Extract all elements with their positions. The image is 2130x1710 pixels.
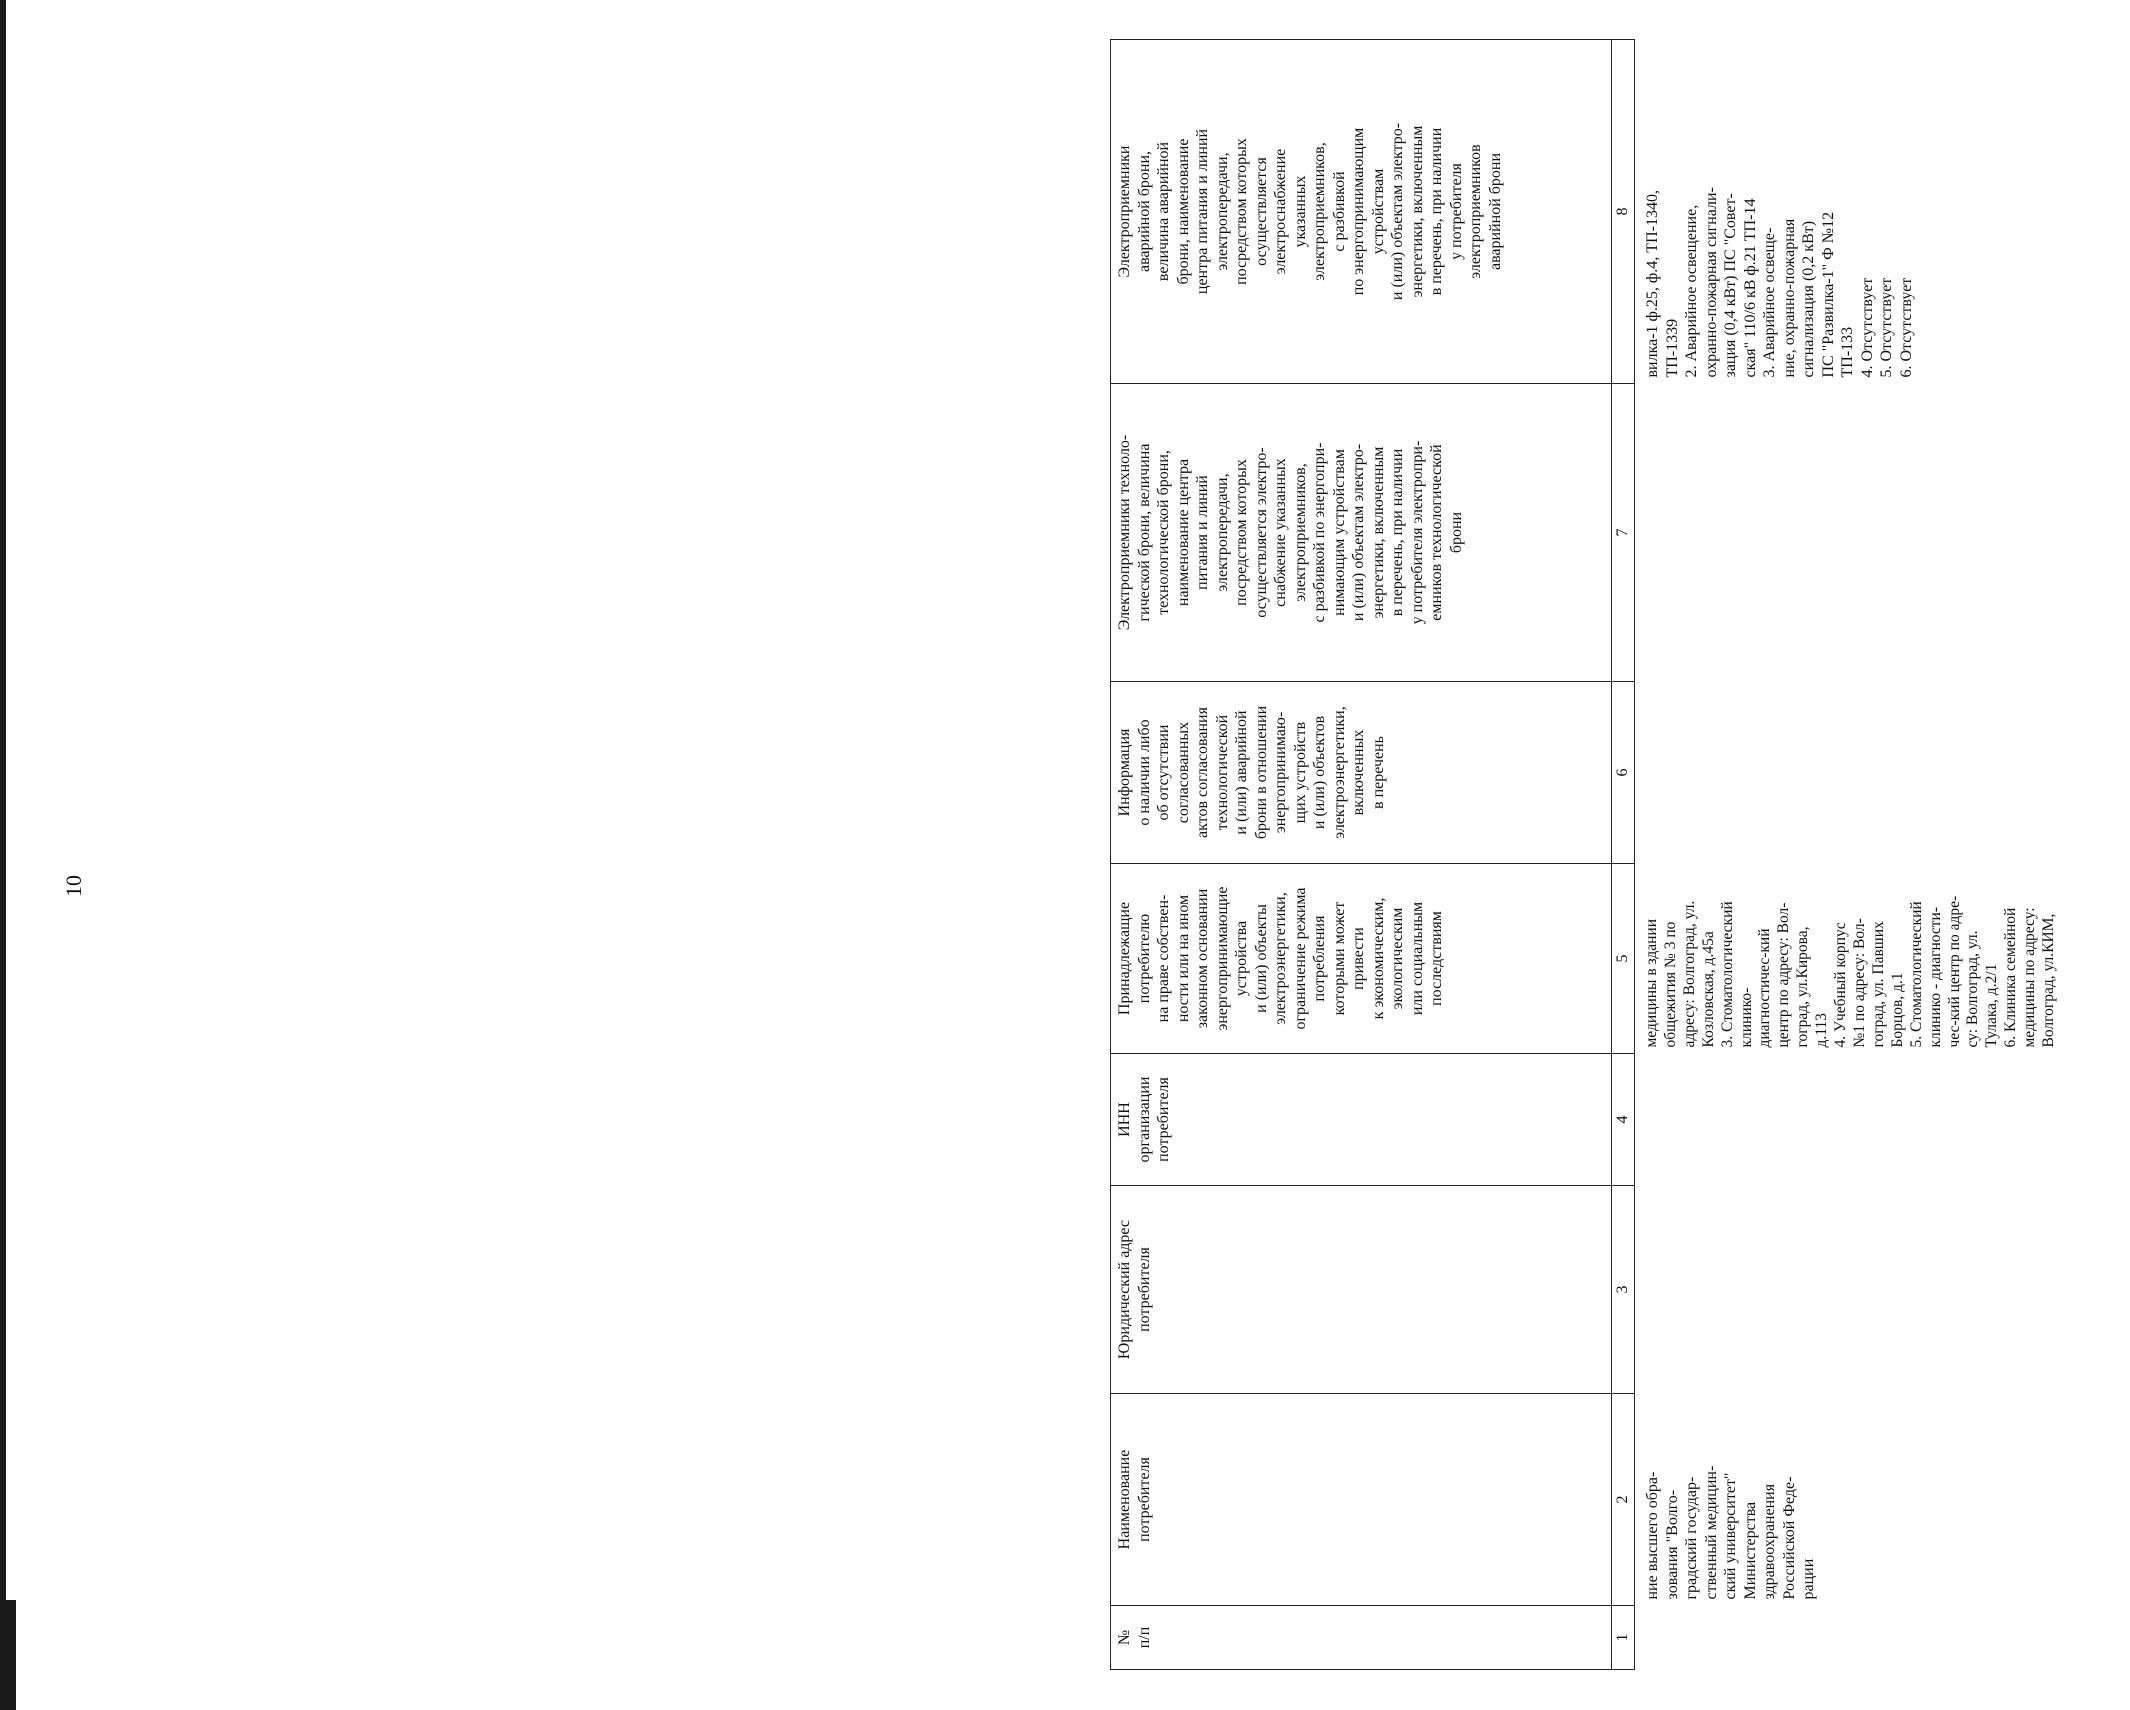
header-text-line: энергетики, включенным <box>1369 446 1387 619</box>
cell-text-line: 2. Аварийное освещение, <box>1683 204 1701 378</box>
header-text-line: потребителю <box>1135 913 1153 1004</box>
header-text-line: осуществляется электро- <box>1252 447 1270 618</box>
cell-text-line: чес-кий центр по адре- <box>1945 895 1963 1048</box>
cell-text-line: су: Волгоград, ул. <box>1964 930 1982 1048</box>
column-number: 1 <box>1612 1606 1635 1670</box>
header-text-line: аварийной брони, <box>1135 150 1153 273</box>
header-text-line: энергетики, включенным <box>1408 125 1426 298</box>
cell-text-line: рации <box>1800 1558 1818 1600</box>
cell-text-line: ТП-1339 <box>1663 318 1681 378</box>
header-text-line: центра питания и линий <box>1194 128 1212 295</box>
cell-text-line: ский университет" <box>1722 1472 1740 1600</box>
header-text-line: и (или) объектам электро- <box>1389 122 1407 301</box>
header-text-line: организации <box>1135 1076 1153 1163</box>
rotated-table-wrapper <box>1110 40 2130 1670</box>
header-text-line: согласованных <box>1174 721 1192 824</box>
cell-text-line: 4. Отсутствует <box>1858 277 1876 378</box>
cell-text-line: медицины по адресу: <box>2021 907 2039 1048</box>
cell-text-line: Российской Феде- <box>1780 1476 1798 1600</box>
header-text-line: нимающим устройствам <box>1330 449 1348 616</box>
header-text-line: указанных <box>1291 175 1309 248</box>
cell-text-line: клинико- <box>1737 987 1755 1048</box>
cell-text-line: адресу: Волгоград, ул. <box>1680 900 1698 1048</box>
header-cell-legal-address <box>1111 1186 1612 1394</box>
column-number: 8 <box>1612 40 1635 384</box>
header-text-line: потребления <box>1311 915 1329 1002</box>
header-cell-reservation-acts <box>1111 682 1612 864</box>
cell-text-line: 5. Отсутствует <box>1878 277 1896 378</box>
cell-text-line: охранно-пожарная сигнали- <box>1702 187 1720 378</box>
header-text-line: потребителя <box>1155 1077 1173 1162</box>
header-text-line: энергопринимающие <box>1213 886 1231 1031</box>
header-text-line: ности или на ином <box>1174 894 1192 1023</box>
header-text-line: аварийной брони <box>1486 152 1504 271</box>
header-text-line: № <box>1116 1629 1133 1646</box>
header-cell-emergency-reserve <box>1111 40 1612 384</box>
header-text-line: емников технологической <box>1428 444 1446 621</box>
cell-text-line: здравоохранения <box>1761 1483 1779 1600</box>
cell-text-line: градский государ- <box>1683 1476 1701 1600</box>
header-text-line: на праве собствен- <box>1155 894 1173 1023</box>
cell-text-line: ПС "Развилка-1" Ф №12 <box>1819 211 1837 378</box>
header-text-line: величина аварийной <box>1155 141 1173 282</box>
header-cell-owned-devices <box>1111 864 1612 1054</box>
header-text-line: Наименование <box>1116 1449 1133 1550</box>
header-text-line: брони, наименование <box>1174 138 1192 285</box>
header-text-line: осуществляется <box>1252 157 1270 266</box>
owned-devices-cell <box>1635 864 2112 1054</box>
header-text-line: снабжение указанных <box>1272 458 1290 607</box>
header-text-line: Принадлежащие <box>1116 901 1133 1016</box>
header-text-line: включенных <box>1350 729 1368 816</box>
cell-text-line: гоград, ул. Павших <box>1869 921 1887 1048</box>
header-text-line: актов согласования <box>1194 707 1212 838</box>
cell-text-line: медицины в здании <box>1643 918 1660 1048</box>
header-text-line: с разбивкой <box>1330 171 1348 252</box>
header-text-line: электроприемников <box>1467 144 1485 279</box>
cell-text-line: Козловская, д.45а <box>1699 931 1717 1048</box>
header-text-line: потребителя <box>1135 1247 1153 1332</box>
header-text-line: в перечень <box>1369 736 1387 809</box>
header-text-line: или социальным <box>1408 901 1426 1016</box>
header-text-line: и (или) объектам электро- <box>1350 443 1368 622</box>
cell-text-line: №1 по адресу: Вол- <box>1850 918 1868 1048</box>
cell-text-line: сигнализация (0,2 кВт) <box>1800 220 1818 378</box>
header-text-line: у потребителя электропри- <box>1408 440 1426 625</box>
header-text-line: электроприемников, <box>1311 142 1329 281</box>
header-row <box>1111 40 1612 1670</box>
header-text-line: по энергопринимающим <box>1350 127 1368 296</box>
header-text-line: брони <box>1447 511 1465 554</box>
cell-text-line: Борцов, д.1 <box>1888 972 1906 1048</box>
header-text-line: об отсутствии <box>1155 724 1173 821</box>
emergency-reserve-cell <box>1635 40 2112 384</box>
cell-text-line: 3. Аварийное освеще- <box>1761 227 1779 378</box>
consumer-name-cell <box>1635 1394 2112 1606</box>
cell-text-line: Министерства <box>1741 1501 1759 1600</box>
header-text-line: привести <box>1350 927 1368 990</box>
consumer-table <box>1110 39 2111 1670</box>
header-text-line: устройства <box>1233 920 1251 997</box>
header-text-line: и (или) объекты <box>1252 904 1270 1013</box>
header-text-line: технологической <box>1213 714 1231 831</box>
column-number: 2 <box>1612 1394 1635 1606</box>
header-text-line: устройствам <box>1369 168 1387 255</box>
header-text-line: электропередачи, <box>1213 152 1231 271</box>
header-text-line: последствиям <box>1428 911 1446 1006</box>
header-text-line: о наличии либо <box>1135 719 1153 826</box>
column-number: 5 <box>1612 864 1635 1054</box>
column-number: 6 <box>1612 682 1635 864</box>
header-cell-name <box>1111 1394 1612 1606</box>
cell-text-line: 6. Отсутствует <box>1897 277 1915 378</box>
data-row <box>1635 40 2112 1670</box>
column-numbers-row <box>1612 40 1635 1670</box>
header-text-line: питания и линий <box>1194 475 1212 590</box>
header-text-line: электроэнергетики, <box>1272 892 1290 1025</box>
cell-text-line: зация (0,4 кВт) ПС "Совет- <box>1722 193 1740 378</box>
header-text-line: ИНН <box>1116 1102 1133 1137</box>
cell-text-line: вилка-1 ф.25, ф.4, ТП-1340, <box>1644 190 1661 378</box>
page-number: 10 <box>61 875 86 897</box>
cell-text-line: клинико - диагности- <box>1926 906 1944 1048</box>
cell-text-line: гоград, ул.Кирова, <box>1794 926 1812 1048</box>
technological-reserve-cell <box>1635 384 2112 682</box>
header-text-line: Информация <box>1116 728 1133 817</box>
cell-text-line: диагностичес-кий <box>1756 928 1774 1048</box>
header-text-line: брони в отношении <box>1252 705 1270 840</box>
header-cell-technological-reserve <box>1111 384 1612 682</box>
header-text-line: Электроприемники <box>1116 145 1133 278</box>
column-number: 4 <box>1612 1054 1635 1186</box>
header-text-line: щих устройств <box>1291 721 1309 824</box>
header-text-line: которыми может <box>1330 901 1348 1016</box>
header-text-line: электроснабжение <box>1272 148 1290 275</box>
cell-text-line: зования "Волго- <box>1663 1489 1681 1600</box>
header-text-line: с разбивкой по энергопри- <box>1311 442 1329 623</box>
header-text-line: наименование центра <box>1174 458 1192 607</box>
header-text-line: к экономическим, <box>1369 897 1387 1020</box>
header-text-line: законном основании <box>1194 888 1212 1029</box>
header-text-line: и (или) аварийной <box>1233 710 1251 835</box>
header-text-line: ограничение режима <box>1291 887 1309 1030</box>
reservation-acts-cell <box>1635 682 2112 864</box>
cell-text-line: ская" 110/6 кВ ф.21 ТП-14 <box>1741 198 1759 378</box>
cell-text-line: ТП-133 <box>1839 326 1857 378</box>
header-text-line: гической брони, величина <box>1135 443 1153 622</box>
cell-text-line: 6. Клиника семейной <box>2002 907 2020 1048</box>
header-text-line: посредством которых <box>1233 459 1251 606</box>
column-number: 3 <box>1612 1186 1635 1394</box>
column-number: 7 <box>1612 384 1635 682</box>
header-text-line: энергопринимаю- <box>1272 711 1290 834</box>
header-cell-number <box>1111 1606 1612 1670</box>
header-text-line: в перечень, при наличии <box>1389 448 1407 617</box>
cell-text-line: центр по адресу: Вол- <box>1775 902 1793 1048</box>
cell-text-line: 4. Учебный корпус <box>1832 922 1850 1048</box>
scan-bottom-edge <box>0 1600 16 1710</box>
cell-text-line: Волгоград, ул.КИМ, <box>2040 913 2058 1048</box>
header-text-line: электропередачи, <box>1213 473 1231 592</box>
header-cell-inn <box>1111 1054 1612 1186</box>
header-text-line: п/п <box>1135 1626 1153 1649</box>
header-text-line: в перечень, при наличии <box>1428 127 1446 296</box>
legal-address-cell <box>1635 1186 2112 1394</box>
row-number-cell <box>1635 1606 2112 1670</box>
inn-cell <box>1635 1054 2112 1186</box>
cell-text-line: Тулака, д.2/1 <box>1983 963 2001 1048</box>
cell-text-line: ние высшего обра- <box>1644 1471 1661 1600</box>
header-text-line: электроэнергетики, <box>1330 706 1348 839</box>
header-text-line: посредством которых <box>1233 138 1251 285</box>
header-text-line: технологической брони, <box>1155 450 1173 615</box>
header-text-line: электроприемников, <box>1291 463 1309 602</box>
cell-text-line: д.113 <box>1813 1013 1831 1048</box>
cell-text-line: общежития № 3 по <box>1661 921 1679 1048</box>
header-text-line: Юридический адрес <box>1116 1219 1133 1360</box>
scan-left-edge <box>0 0 6 1710</box>
cell-text-line: ние, охранно-пожарная <box>1780 218 1798 378</box>
header-text-line: Электроприемники техноло- <box>1116 434 1133 631</box>
cell-text-line: 5. Стоматологический <box>1907 901 1925 1048</box>
header-text-line: потребителя <box>1135 1457 1153 1542</box>
cell-text-line: ственный медицин- <box>1702 1465 1720 1600</box>
header-text-line: экологическим <box>1389 907 1407 1010</box>
header-text-line: у потребителя <box>1447 163 1465 260</box>
header-text-line: и (или) объектов <box>1311 715 1329 830</box>
cell-text-line: 3. Стоматологический <box>1718 901 1736 1048</box>
